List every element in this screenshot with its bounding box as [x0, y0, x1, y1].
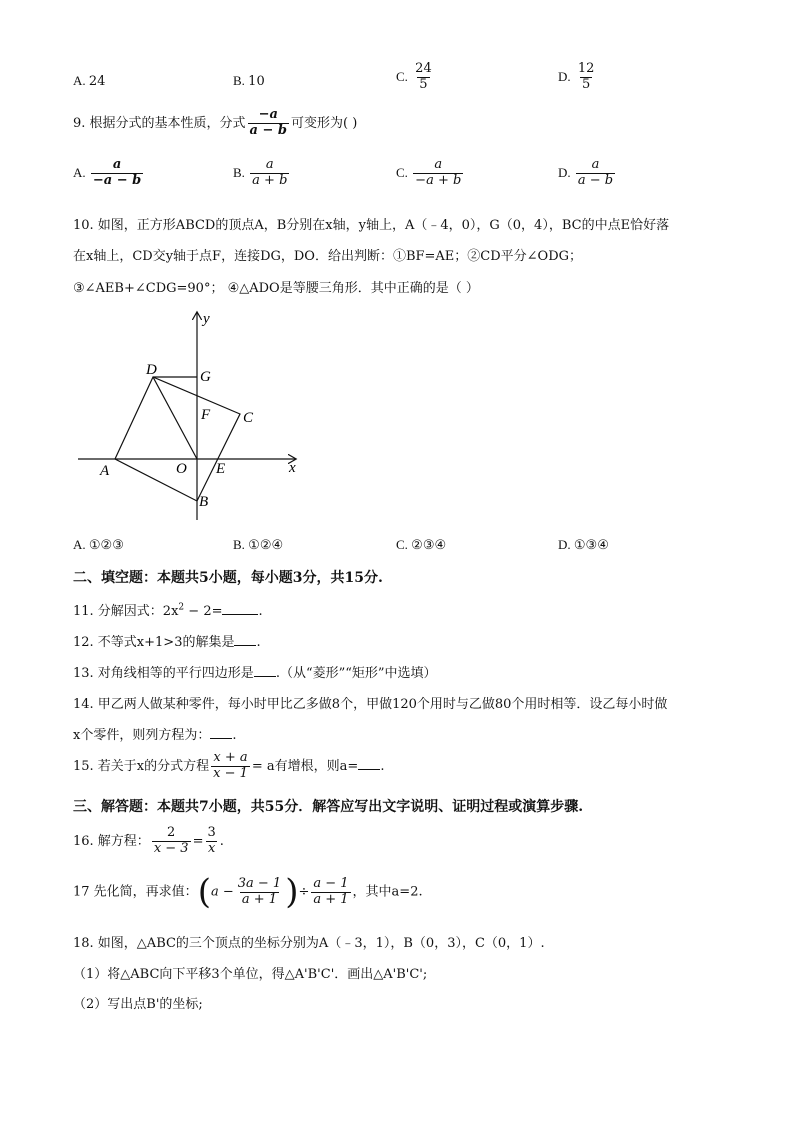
q9-option-b[interactable]: B. $\frac{a}{a + b}$ — [233, 157, 288, 188]
fraction: $\frac{a}{a + b}$ — [252, 157, 288, 188]
q14-line-2: x个零件，则列方程为： . — [73, 728, 237, 743]
fraction: $\frac{3a - 1}{a + 1}$ — [237, 875, 282, 907]
label-c: C — [243, 410, 254, 426]
q10-option-d[interactable]: D. ①③④ — [558, 537, 609, 553]
label-f: F — [201, 407, 211, 423]
label-a: A — [100, 463, 110, 479]
q10-line-2: 在x轴上，CD交y轴于点F，连接DG，DO．给出判断：①BF=AE；②CD平分∠ODG； — [73, 249, 583, 264]
fraction: $\frac{a}{-a - b}$ — [92, 157, 142, 188]
q8-option-a[interactable]: A. 24 — [73, 73, 106, 89]
q13: 13. 对角线相等的平行四边形是 .（从“菱形”“矩形”中选填） — [73, 666, 437, 681]
q18-line-3: （2）写出点B'的坐标; — [73, 997, 203, 1012]
q9-stem: 9. 根据分式的基本性质，分式 $\frac{-a}{a - b}$ 可变形为( ) — [73, 107, 358, 138]
q9-option-a[interactable]: A. $\frac{a}{-a - b}$ — [73, 157, 142, 188]
label-g: G — [200, 369, 211, 385]
answer-blank[interactable] — [358, 757, 380, 770]
label-b: B — [199, 494, 209, 510]
label-e: E — [216, 461, 226, 477]
label-d: D — [146, 362, 157, 378]
q9-option-d[interactable]: D. $\frac{a}{a - b}$ — [558, 157, 614, 188]
answer-blank[interactable] — [254, 664, 276, 677]
fraction: $\frac{12}{5}$ — [577, 61, 595, 92]
q17: 17 先化简，再求值：(a − $\frac{3a - 1}{a + 1}$ )÷ $\frac{a - 1}{a + 1}$ ，其中a=2. — [73, 872, 423, 912]
fraction: $\frac{a}{-a + b}$ — [415, 157, 462, 188]
q8-option-b[interactable]: B. 10 — [233, 73, 265, 89]
label-x: x — [289, 460, 296, 476]
q10-option-c[interactable]: C. ②③④ — [396, 537, 447, 553]
fraction: $\frac{24}{5}$ — [415, 61, 432, 92]
answer-blank[interactable] — [222, 602, 258, 615]
q10-line-1: 10. 如图，正方形ABCD的顶点A，B分别在x轴，y轴上，A（﹣4，0），G（0，4），BC的中点E恰好落 — [73, 218, 670, 233]
q10-line-3: ③∠AEB+∠CDG=90°； ④△ADO是等腰三角形．其中正确的是（ ） — [73, 281, 479, 296]
q14-line-1: 14. 甲乙两人做某种零件，每小时甲比乙多做8个，甲做120个用时与乙做80个用时相等．设乙每小时做 — [73, 697, 668, 712]
q8-option-c[interactable]: C. $\frac{24}{5}$ — [396, 61, 432, 92]
fraction: $\frac{3}{x}$ — [207, 825, 216, 856]
q10-option-b[interactable]: B. ①②④ — [233, 537, 284, 553]
q12: 12. 不等式x+1>3的解集是 . — [73, 635, 261, 650]
q15: 15. 若关于x的分式方程 $\frac{x + a}{x - 1}$ = a有增根，则a= . — [73, 750, 385, 781]
answer-blank[interactable] — [210, 726, 232, 739]
q10-option-a[interactable]: A. ①②③ — [73, 537, 124, 553]
q16: 16. 解方程： $\frac{2}{x - 3}$ = $\frac{3}{x}$ . — [73, 825, 224, 856]
fraction: $\frac{a - 1}{a + 1}$ — [313, 875, 349, 907]
q18-line-2: （1）将△ABC向下平移3个单位，得△A'B'C'．画出△A'B'C'; — [73, 967, 428, 982]
label-o: O — [176, 461, 187, 477]
segment-do — [153, 377, 197, 459]
section-2-heading: 二、填空题：本题共5小题，每小题3分，共15分. — [73, 570, 383, 586]
q8-option-d[interactable]: D. $\frac{12}{5}$ — [558, 61, 595, 92]
label-y: y — [203, 311, 210, 327]
q11: 11. 分解因式：$2x^2 - 2=$ . — [73, 602, 263, 619]
q9-option-c[interactable]: C. $\frac{a}{-a + b}$ — [396, 157, 462, 188]
q18-line-1: 18. 如图，△ABC的三个顶点的坐标分别为A（﹣3，1），B（0，3），C（0，1）. — [73, 936, 545, 951]
q10-figure — [70, 305, 310, 530]
fraction: $\frac{a}{a - b}$ — [577, 157, 614, 188]
answer-blank[interactable] — [234, 633, 256, 646]
section-3-heading: 三、解答题：本题共7小题，共55分．解答应写出文字说明、证明过程或演算步骤. — [73, 799, 584, 815]
fraction: $\frac{x + a}{x - 1}$ — [213, 750, 248, 781]
fraction: $\frac{-a}{a - b}$ — [249, 107, 288, 138]
fraction: $\frac{2}{x - 3}$ — [153, 825, 189, 856]
square-abcd — [115, 377, 240, 501]
